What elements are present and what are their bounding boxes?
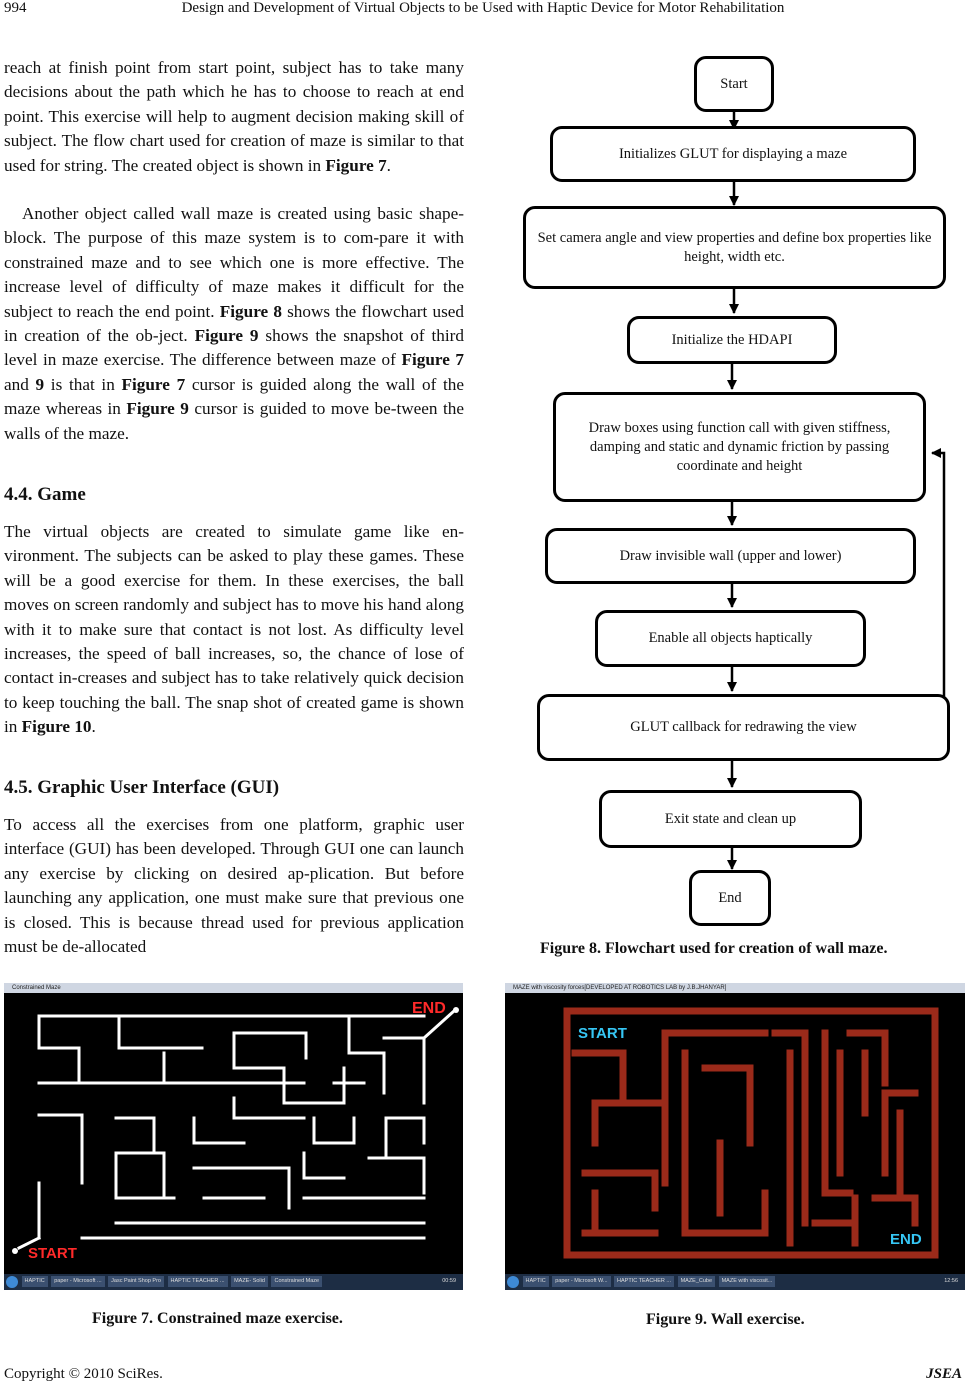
page-number: 994 [4,0,27,16]
flowchart [500,40,966,940]
running-header [0,0,966,20]
flow-end: End [689,870,771,926]
taskbar-item[interactable]: HAPTIC [22,1276,48,1287]
paragraph-4: To access all the exercises from one platform, graphic user interface (GUI) has been developed. Through GUI one can launch any exercise by clicking on desired ap-plication. But before launching any application, one must make sure that previous one is closed. This is because thread used for previous application must be de-allocated [4,815,464,957]
maze-window-titlebar: MAZE with viscosity forces[DEVELOPED AT ROBOTICS LAB by J.B.JHANYAR] [505,983,965,993]
taskbar-item[interactable]: MAZE- Solid [231,1276,268,1287]
running-title: Design and Development of Virtual Objects to be Used with Haptic Device for Motor Rehabilitation [181,0,785,16]
figure-7-screenshot [4,983,463,1290]
flow-step-draw-boxes: Draw boxes using function call with given stiffness, damping and static and dynamic friction by passing coordinate and height [553,392,926,502]
taskbar-item[interactable]: Constrained Maze [271,1276,322,1287]
loop-back-arrow [932,453,950,723]
figure-8-caption: Figure 8. Flowchart used for creation of wall maze. [540,940,888,957]
paragraph-2: Another object called wall maze is created using basic shape-block. The purpose of this maze system is to com-pare it with constrained maze and to see which one is more effective. The increase level of difficulty of maze makes it difficult for the subject to reach the end point. Figure 8 shows the flowchart used in creation of the ob-ject. Figure 9 shows the snapshot of third level in maze exercise. The difference between maze of Figure 7 and 9 is that in Figure 7 cursor is guided along the wall of the maze whereas in Figure 9 cursor is guided to move be-tween the walls of the maze. [4,204,465,443]
wall-maze-start-label: START [578,1025,627,1042]
start-orb-icon[interactable] [507,1276,519,1288]
flow-step-exit: Exit state and clean up [599,790,862,848]
taskbar-item[interactable]: paper - Microsoft W... [552,1276,610,1287]
maze-window-titlebar: Constrained Maze [4,983,463,993]
paragraph-3: The virtual objects are created to simulate game like en-vironment. The subjects can be asked to play these games. These will be a good exercise for them. In these exercises, the ball moves on screen randomly and subject has to move his hand along with it to make sure that contact is not lost. As difficulty level increases, the speed of ball increases, so, the chance of lose of contact in-creases and subject has to take relatively quick decision to keep touching the ball. The snap shot of created game is shown in Figure 10. [4,522,464,737]
paragraph-1: reach at finish point from start point, subject has to take many decisions about the path which he has to choose to reach at end point. This exercise will help to augment decision making skill of subject. The flow chart used for creation of maze is similar to that used for string. The created object is shown in Figure 7. [4,58,464,175]
taskbar-clock: 00:59 [442,1278,456,1284]
flow-start: Start [694,56,774,112]
figure-7-caption: Figure 7. Constrained maze exercise. [92,1310,343,1327]
maze-start-label: START [28,1245,77,1262]
flow-step-invisible-wall: Draw invisible wall (upper and lower) [545,528,916,584]
flow-step-init-glut: Initializes GLUT for displaying a maze [550,126,916,182]
section-heading-gui: 4.5. Graphic User Interface (GUI) [4,777,280,798]
taskbar-item[interactable]: HAPTIC TEACHER ... [614,1276,674,1287]
start-point-marker [12,1248,18,1254]
copyright-footer: Copyright © 2010 SciRes. [4,1366,163,1382]
constrained-maze [4,993,463,1274]
taskbar-item[interactable]: paper - Microsoft ... [51,1276,104,1287]
taskbar-clock: 12:56 [944,1278,958,1284]
taskbar-item[interactable]: Jasc Paint Shop Pro [108,1276,164,1287]
windows-taskbar [4,1274,463,1290]
taskbar-item[interactable]: HAPTIC [523,1276,549,1287]
figure-9-screenshot [505,983,965,1290]
taskbar-item[interactable]: HAPTIC TEACHER ... [168,1276,228,1287]
windows-taskbar [505,1274,965,1290]
start-orb-icon[interactable] [6,1276,18,1288]
end-point-marker [453,1007,459,1013]
figure-9-caption: Figure 9. Wall exercise. [646,1311,805,1328]
section-heading-game: 4.4. Game [4,484,86,505]
wall-maze-end-label: END [890,1231,922,1248]
flow-step-enable-haptics: Enable all objects haptically [595,610,866,667]
taskbar-item[interactable]: MAZE with viscosit... [719,1276,776,1287]
flow-step-glut-callback: GLUT callback for redrawing the view [537,694,950,761]
journal-footer: JSEA [926,1366,962,1382]
wall-maze [505,993,965,1274]
flow-step-camera: Set camera angle and view properties and define box properties like height, width etc. [523,206,946,289]
flow-step-hdapi: Initialize the HDAPI [627,316,837,364]
taskbar-item[interactable]: MAZE_Cube [678,1276,716,1287]
maze-end-label: END [412,1000,446,1017]
